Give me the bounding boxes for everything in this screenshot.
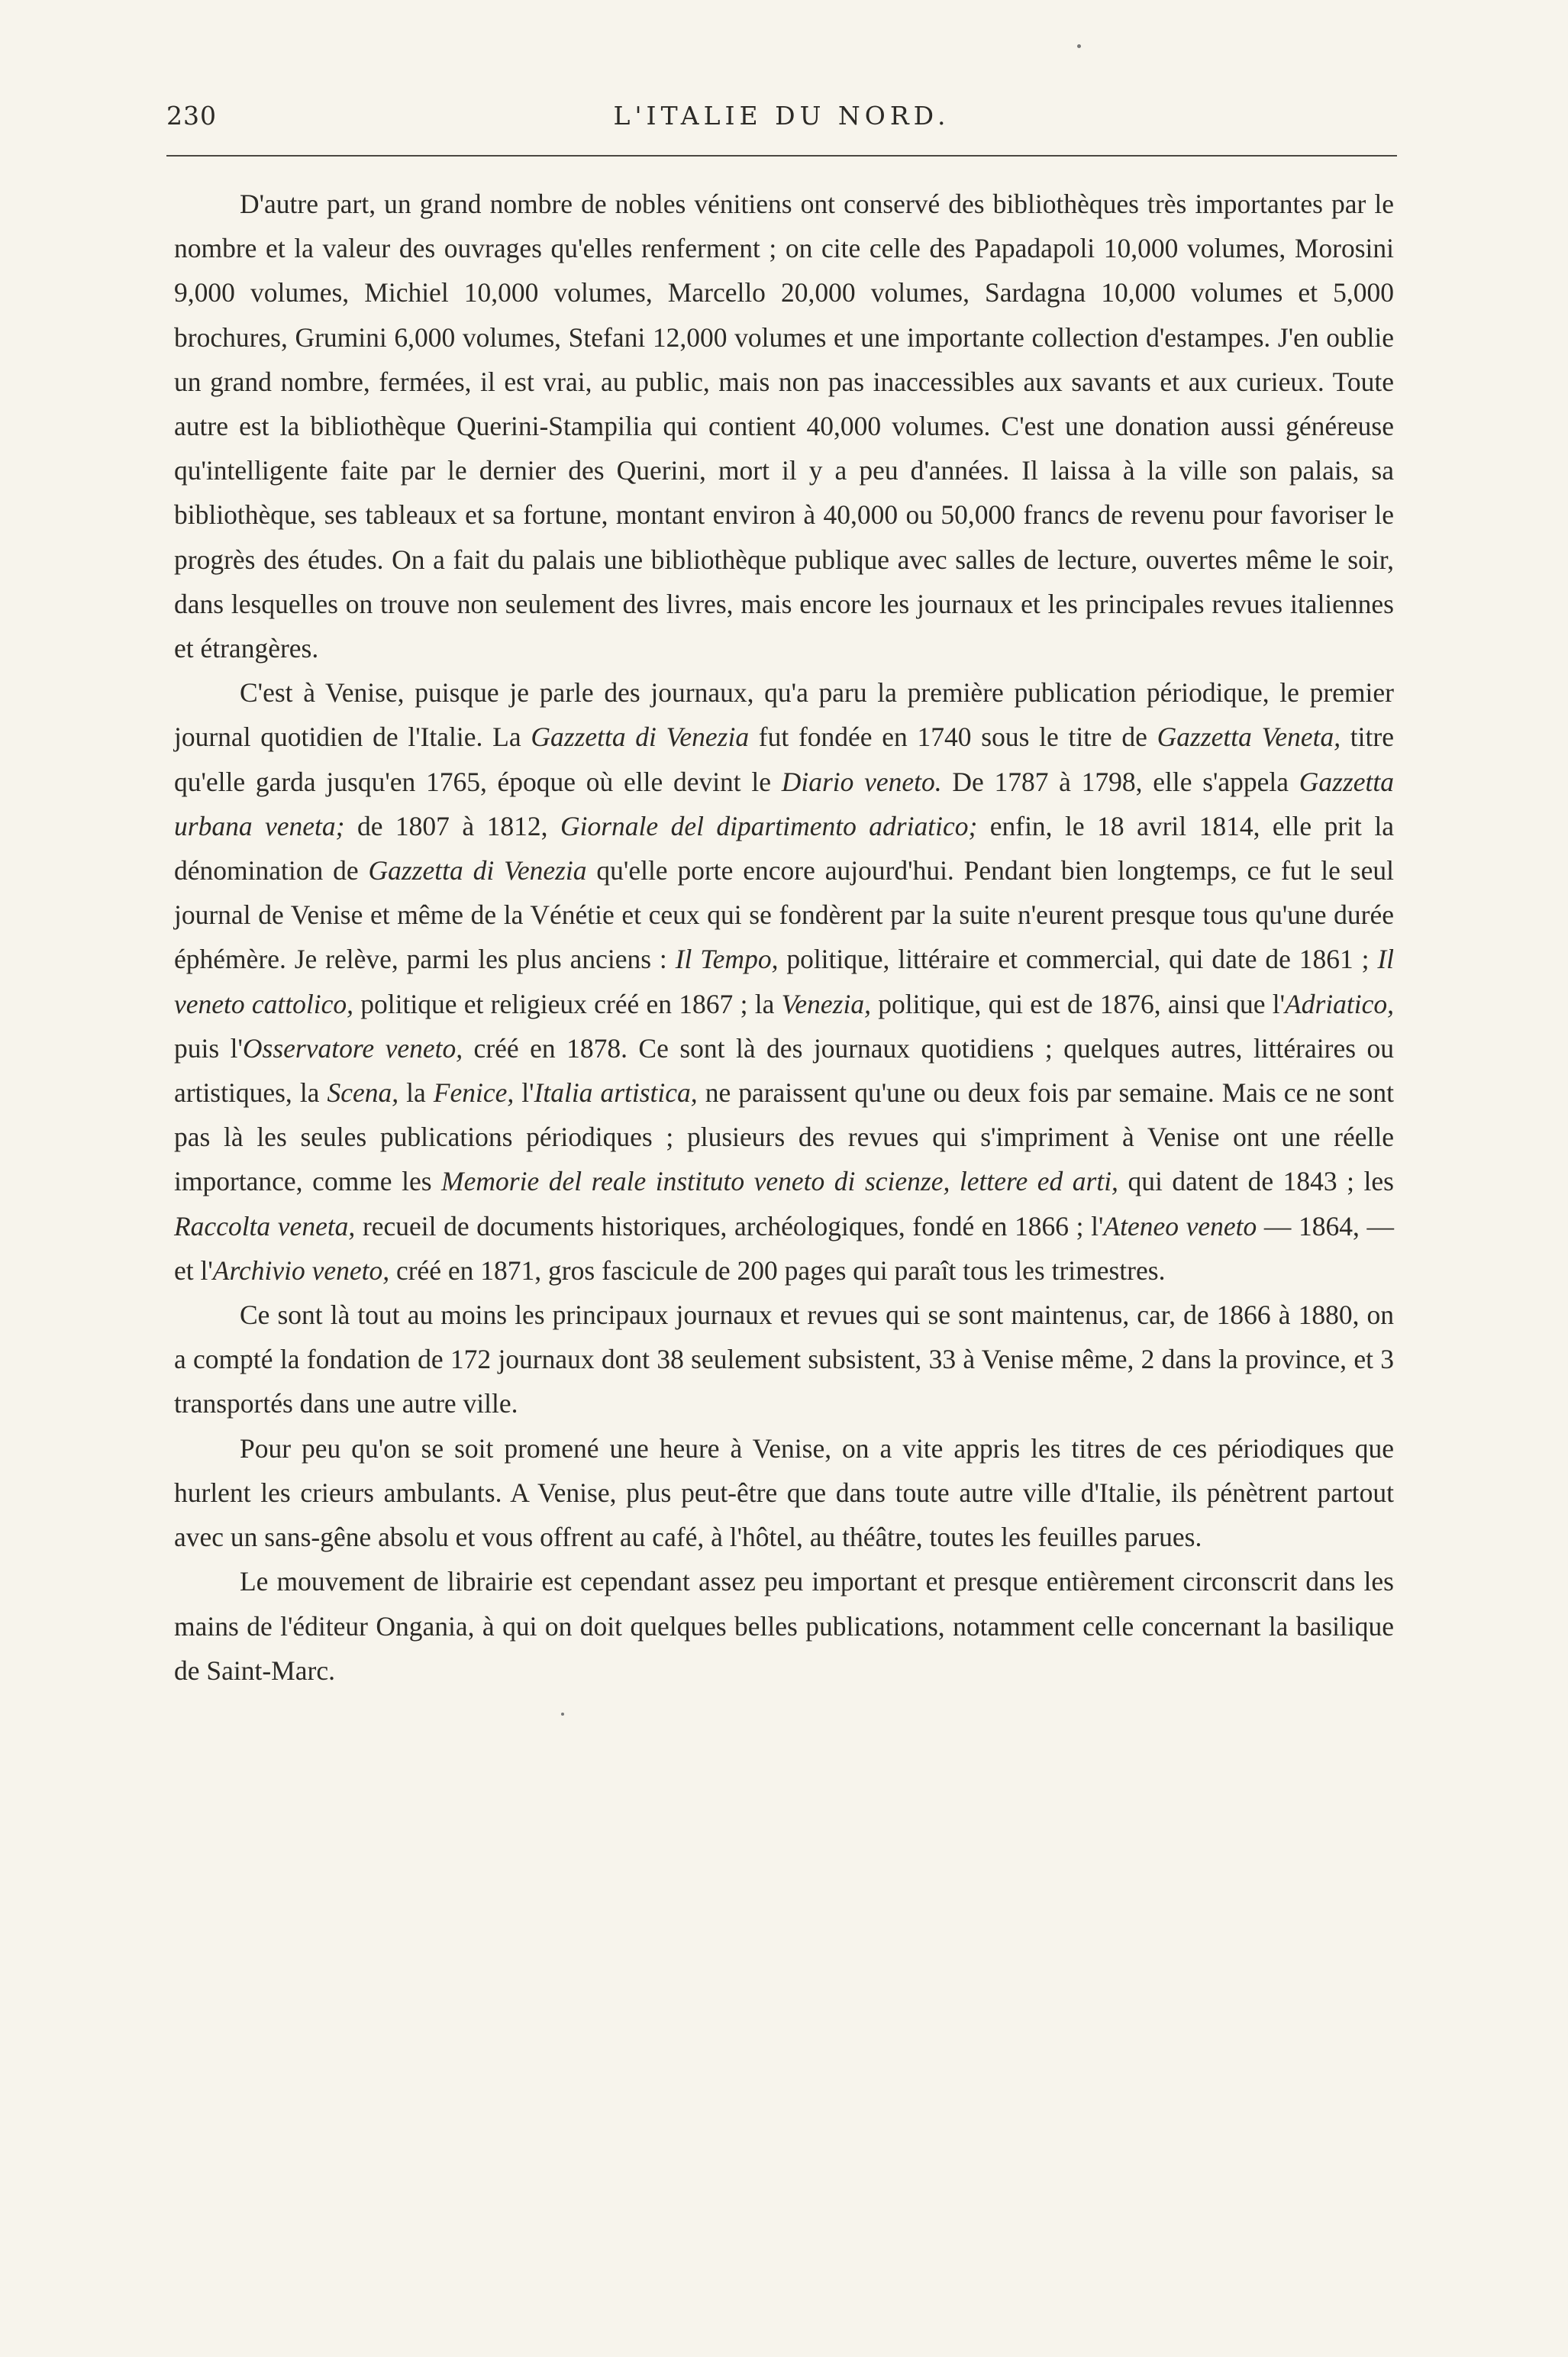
text-run: Ce sont là tout au moins les principaux journaux et revues qui se sont maintenus, car, de 1866 à 1880, on a compté la fondation de 172 journaux dont 38 seulement subsistent, 33 à Venise même, 2 dans la province, et 3 transportés dans une autre ville.	[174, 1300, 1394, 1419]
paper-speck	[1077, 44, 1081, 48]
paragraph	[174, 1559, 1394, 1693]
text-run: politique, littéraire et commercial, qui date de 1861 ;	[778, 944, 1378, 975]
italic-title: Gazzetta Veneta,	[1157, 722, 1341, 753]
text-run: politique, qui est de 1876, ainsi que l'	[870, 988, 1286, 1019]
italic-title: Gazzetta di Venezia	[368, 855, 587, 886]
italic-title: Fenice,	[433, 1077, 515, 1109]
paper-speck	[561, 1713, 564, 1716]
italic-title: Il veneto cattolico,	[174, 944, 1394, 1019]
text-run: créé en 1878. Ce sont là des journaux quotidiens ; quelques autres, littéraires ou artistiques, la	[174, 1032, 1394, 1109]
text-run: — 1864, — et l'	[174, 1210, 1394, 1286]
italic-title: Gazzetta urbana veneta;	[174, 766, 1395, 841]
text-run: De 1787 à 1798, elle s'appela	[941, 766, 1299, 797]
italic-title: Archivio veneto,	[212, 1254, 390, 1286]
italic-title: Osservatore veneto,	[242, 1032, 463, 1064]
text-run: ne paraissent qu'une ou deux fois par semaine. Mais ce ne sont pas là les seules publications périodiques ; plusieurs des revues qui s'impriment à Venise ont une réelle importance, comme les	[174, 1077, 1395, 1197]
paragraph	[174, 670, 1394, 1293]
running-head	[166, 92, 1397, 137]
italic-title: Adriatico,	[1285, 988, 1395, 1019]
italic-title: Giornale del dipartimento adriatico;	[560, 810, 978, 841]
text-run: qui datent de 1843 ; les	[1118, 1166, 1394, 1197]
paragraph	[174, 1426, 1394, 1560]
text-run: Le mouvement de librairie est cependant assez peu important et presque entièrement circonscrit dans les mains de l'éditeur Ongania, à qui on doit quelques belles publications, notamment celle concernant la basilique de Saint-Marc.	[174, 1566, 1394, 1686]
text-run: D'autre part, un grand nombre de nobles vénitiens ont conservé des bibliothèques très importantes par le nombre et la valeur des ouvrages qu'elles renferment ; on cite celle des Papadapoli 10,000 volumes, Morosini 9,000 volumes, Michiel 10,000 volumes, Marcello 20,000 volumes, Sardagna 10,000 volumes et 5,000 brochures, Grumini 6,000 volumes, Stefani 12,000 volumes et une importante collection d'estampes. J'en oublie un grand nombre, fermées, il est vrai, au public, mais non pas inaccessibles aux savants et aux curieux. Toute autre est la bibliothèque Querini-Stampilia qui contient 40,000 volumes. C'est une donation aussi généreuse qu'intelligente faite par le dernier des Querini, mort il y a peu d'années. Il laissa à la ville son palais, sa bibliothèque, ses tableaux et sa fortune, montant environ à 40,000 ou 50,000 francs de revenu pour favoriser le progrès des études. On a fait du palais une bibliothèque publique avec salles de lecture, ouvertes même le soir, dans lesquelles on trouve non seulement des livres, mais encore les journaux et les principales revues italiennes et étrangères.	[174, 189, 1394, 664]
text-run: titre qu'elle garda jusqu'en 1765, époque où elle devint le	[174, 722, 1394, 797]
text-run: la	[398, 1077, 434, 1109]
italic-title: Scena,	[327, 1077, 399, 1109]
text-run: recueil de documents historiques, archéologiques, fondé en 1866 ; l'	[355, 1210, 1104, 1241]
page-number: 230	[166, 101, 217, 131]
paragraph	[174, 182, 1394, 670]
text-run: politique et religieux créé en 1867 ; la	[353, 988, 782, 1019]
italic-title: Gazzetta di Venezia	[531, 722, 750, 753]
italic-title: Diario veneto.	[781, 766, 942, 797]
text-run: C'est à Venise, puisque je parle des journaux, qu'a paru la première publication périodique, le premier journal quotidien de l'Italie. La	[174, 677, 1394, 753]
running-title: L'ITALIE DU NORD.	[613, 101, 950, 131]
text-run: puis l'	[174, 1032, 243, 1064]
text-run: de 1807 à 1812,	[344, 810, 560, 841]
paragraph	[174, 1293, 1394, 1426]
italic-title: Raccolta veneta,	[174, 1210, 356, 1241]
text-run: fut fondée en 1740 sous le titre de	[749, 722, 1157, 753]
text-run: Pour peu qu'on se soit promené une heure à Venise, on a vite appris les titres de ces périodiques que hurlent les crieurs ambulants. A Venise, plus peut-être que dans toute autre ville d'Italie, ils pénètrent partout avec un sans-gêne absolu et vous offrent au café, à l'hôtel, au théâtre, toutes les feuilles parues.	[174, 1432, 1394, 1553]
text-run: créé en 1871, gros fascicule de 200 pages qui paraît tous les trimestres.	[389, 1254, 1166, 1286]
text-run: qu'elle porte encore aujourd'hui. Pendant bien longtemps, ce fut le seul journal de Venise et même de la Vénétie et ceux qui se fondèrent par la suite n'eurent presque tous qu'une durée éphémère. Je relève, parmi les plus anciens :	[174, 855, 1394, 975]
italic-title: Italia artistica,	[534, 1077, 698, 1109]
text-run: l'	[514, 1077, 534, 1109]
body-text	[174, 182, 1394, 1693]
italic-title: Il Tempo,	[675, 944, 779, 975]
header-rule	[166, 155, 1397, 157]
italic-title: Memorie del reale instituto veneto di scienze, lettere ed arti,	[441, 1166, 1118, 1197]
italic-title: Ateneo veneto	[1103, 1210, 1257, 1241]
text-run: enfin, le 18 avril 1814, elle prit la dénomination de	[174, 810, 1394, 886]
italic-title: Venezia,	[781, 988, 871, 1019]
